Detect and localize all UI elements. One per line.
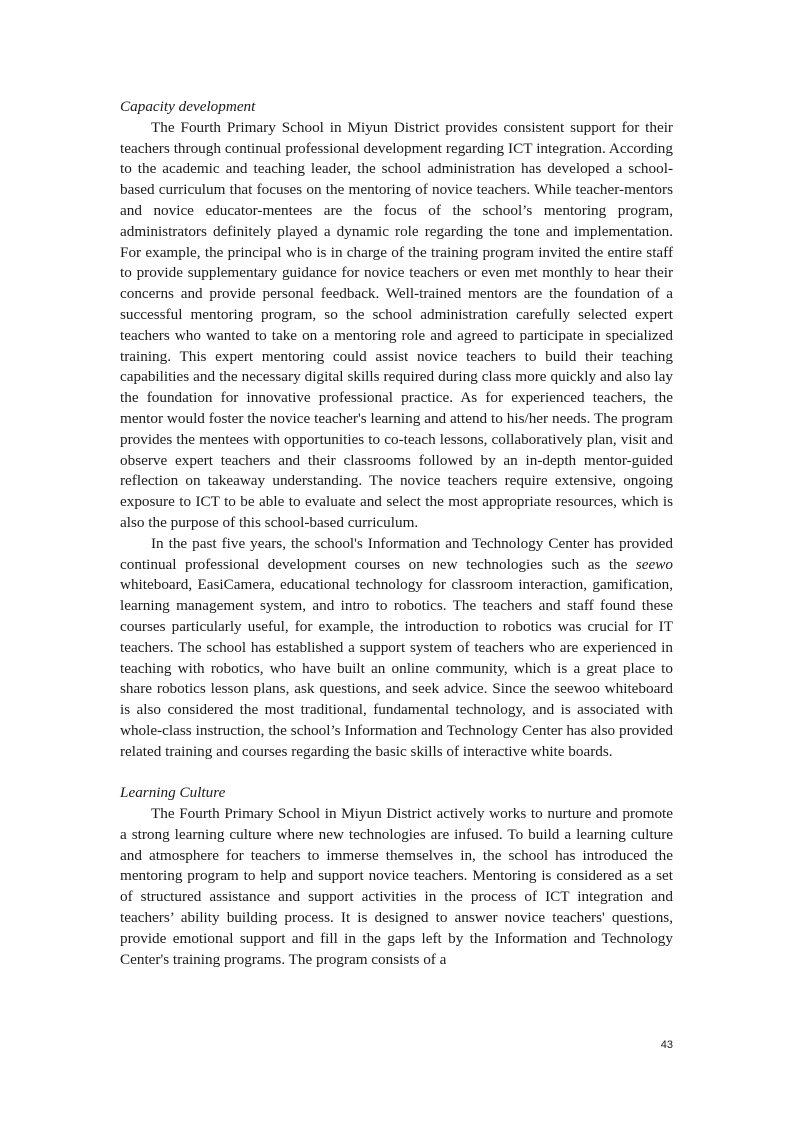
paragraph-text: In the past five years, the school's Information and Technology Center has provided continual professional development courses on new technologies such as the [120,534,673,573]
paragraph-learning-culture-1: The Fourth Primary School in Miyun District actively works to nurture and promote a strong learning culture where new technologies are infused. To build a learning culture and atmosphere for teachers to immerse themselves in, the school has introduced the mentoring program to help and support novice teachers. Mentoring is considered as a set of structured assistance and support activities in the process of ICT integration and teachers’ ability building process. It is designed to answer novice teachers' questions, provide emotional support and fill in the gaps left by the Information and Technology Center's training programs. The program consists of a [120,805,673,968]
emphasized-term-seewo: seewo [635,555,673,573]
section-heading-capacity-development: Capacity development [120,98,256,115]
page-number: 43 [660,1039,673,1051]
section-spacer [120,763,673,784]
paragraph-capacity-development-2 [120,534,673,763]
page-content [120,97,673,970]
section-heading-learning-culture: Learning Culture [120,784,226,802]
paragraph-capacity-development-1: The Fourth Primary School in Miyun District provides consistent support for their teachers through continual professional development regarding ICT integration. According to the academic and teaching leader, the school administration has developed a school-based curriculum that focuses on the mentoring of novice teachers. While teacher-mentors and novice educator-mentees are the focus of the school’s mentoring program, administrators definitely played a dynamic role regarding the tone and implementation. For example, the principal who is in charge of the training program invited the entire staff to provide supplementary guidance for novice teachers or even met monthly to hear their concerns and provide personal feedback. Well-trained mentors are the foundation of a successful mentoring program, so the school administration carefully selected expert teachers who wanted to take on a mentoring role and agreed to participate in specialized training. This expert mentoring could assist novice teachers to build their teaching capabilities and the necessary digital skills required during class more quickly and also lay the foundation for innovative professional practice. As for experienced teachers, the mentor would foster the novice teacher's learning and attend to his/her needs. The program provides the mentees with opportunities to co-teach lessons, collaboratively plan, visit and observe expert teachers and their classrooms followed by an in-depth mentor-guided reflection on takeaway understanding. The novice teachers require extensive, ongoing exposure to ICT to be able to evaluate and select the most appropriate resources, which is also the purpose of this school-based curriculum. [120,118,673,531]
paragraph-text: whiteboard, EasiCamera, educational technology for classroom interaction, gamification, learning management system, and intro to robotics. The teachers and staff found these courses particularly useful, for example, the introduction to robotics was crucial for IT teachers. The school has established a support system of teachers who are experienced in teaching with robotics, who have built an online community, which is a great place to share robotics lesson plans, ask questions, and seek advice. Since the seewoo whiteboard is also considered the most traditional, fundamental technology, and is associated with whole-class instruction, the school’s Information and Technology Center has also provided related training and courses regarding the basic skills of interactive white boards. [120,576,673,760]
